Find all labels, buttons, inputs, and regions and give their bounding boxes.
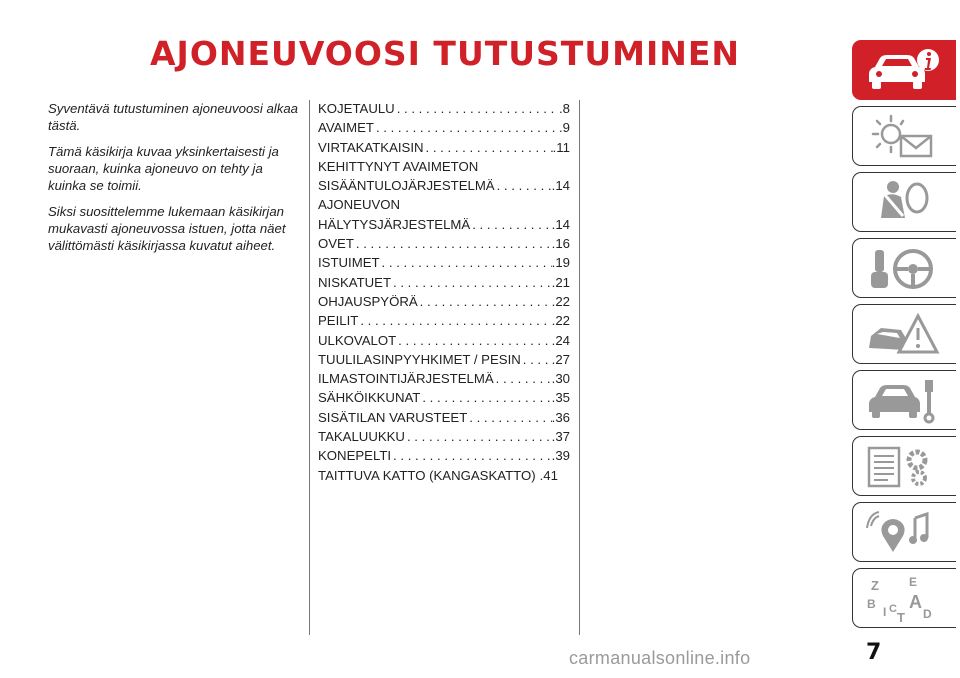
toc-entry[interactable]: SISÄTILAN VARUSTEET . . . .36 xyxy=(318,408,570,427)
car-service-wrench-icon xyxy=(863,376,941,426)
toc-entry[interactable]: NISKATUET . . . .21 xyxy=(318,273,570,292)
tab-safety[interactable] xyxy=(852,172,956,232)
intro-paragraph: Siksi suosittelemme lukemaan käsikirjan mukavasti ajoneuvossa istuen, jotta näet välittömästi käsikirjassa kuvatut aiheet. xyxy=(48,204,286,253)
tab-emergency[interactable] xyxy=(852,304,956,364)
toc-page: .9 xyxy=(559,120,570,136)
toc-page: .24 xyxy=(551,332,570,348)
intro-paragraph: Syventävä tutustuminen ajoneuvoosi alkaa tästä. xyxy=(48,101,298,133)
toc-page: .39 xyxy=(551,448,570,464)
tab-starting-driving[interactable] xyxy=(852,238,956,298)
car-info-icon xyxy=(863,46,941,96)
intro-text xyxy=(48,100,298,263)
svg-text:A: A xyxy=(909,592,922,612)
seatbelt-airbag-icon xyxy=(863,178,941,228)
toc-page: .27 xyxy=(551,351,570,367)
toc-page: .36 xyxy=(551,409,570,425)
toc-page: .14 xyxy=(551,178,570,194)
toc-page: .37 xyxy=(551,429,570,445)
svg-text:Z: Z xyxy=(871,578,879,593)
toc-entry[interactable]: TUULILASINPYYHKIMET / PESIN . . . .27 xyxy=(318,350,570,369)
toc-entry[interactable]: AJONEUVON HÄLYTYSJÄRJESTELMÄ . . . .14 xyxy=(318,195,570,234)
tab-specifications[interactable] xyxy=(852,436,956,496)
page-title: AJONEUVOOSI TUTUSTUMINEN xyxy=(150,34,741,73)
tab-index[interactable] xyxy=(852,568,956,628)
toc-entry[interactable]: ULKOVALOT . . . .24 xyxy=(318,331,570,350)
toc-entry[interactable]: KOJETAULU . . . .8 xyxy=(318,99,570,118)
intro-paragraph: Tämä käsikirja kuvaa yksinkertaisesti ja suoraan, kuinka ajoneuvo on tehty ja kuinka se toimii. xyxy=(48,144,279,193)
table-of-contents xyxy=(318,99,570,485)
toc-page: .35 xyxy=(551,390,570,406)
toc-entry[interactable]: KONEPELTI . . . .39 xyxy=(318,446,570,465)
toc-entry[interactable]: VIRTAKATKAISIN . . . .11 xyxy=(318,138,570,157)
svg-text:I: I xyxy=(883,605,887,619)
toc-entry[interactable]: ILMASTOINTIJÄRJESTELMÄ . . . .30 xyxy=(318,369,570,388)
toc-entry[interactable]: TAITTUVA KATTO (KANGASKATTO) .41 xyxy=(318,466,570,485)
svg-text:T: T xyxy=(897,610,905,624)
toc-page: .19 xyxy=(551,255,570,271)
warning-lights-icon xyxy=(863,112,941,162)
multimedia-icon xyxy=(863,508,941,558)
tab-car-info[interactable] xyxy=(852,40,956,100)
toc-page: .41 xyxy=(539,467,558,483)
page-number: 7 xyxy=(866,640,882,665)
alphabetical-index-icon xyxy=(863,574,941,624)
toc-entry[interactable]: SÄHKÖIKKUNAT . . . .35 xyxy=(318,388,570,407)
specifications-gears-icon xyxy=(863,442,941,492)
tab-maintenance[interactable] xyxy=(852,370,956,430)
toc-page: .22 xyxy=(551,313,570,329)
toc-page: .8 xyxy=(559,101,570,116)
tab-warning-lights[interactable] xyxy=(852,106,956,166)
column-divider xyxy=(309,100,310,635)
emergency-triangle-icon xyxy=(863,310,941,360)
svg-text:C: C xyxy=(889,603,897,615)
toc-entry[interactable]: KEHITTYNYT AVAIMETON SISÄÄNTULOJÄRJESTELMÄ . . . .14 xyxy=(318,157,570,196)
toc-entry[interactable]: PEILIT . . . .22 xyxy=(318,311,570,330)
toc-entry[interactable]: AVAIMET . . . .9 xyxy=(318,118,570,137)
svg-text:B: B xyxy=(867,597,876,611)
svg-text:E: E xyxy=(909,575,918,589)
column-divider xyxy=(579,100,580,635)
toc-page: .22 xyxy=(551,293,570,309)
watermark: carmanualsonline.info xyxy=(569,648,751,668)
key-steering-wheel-icon xyxy=(863,244,941,294)
toc-page: .21 xyxy=(551,274,570,290)
toc-page: .14 xyxy=(551,216,570,232)
tab-multimedia[interactable] xyxy=(852,502,956,562)
toc-entry[interactable]: OHJAUSPYÖRÄ . . . .22 xyxy=(318,292,570,311)
toc-entry[interactable]: ISTUIMET . . . .19 xyxy=(318,253,570,272)
toc-page: .30 xyxy=(551,371,570,387)
svg-text:D: D xyxy=(923,607,932,621)
toc-entry[interactable]: OVET . . . .16 xyxy=(318,234,570,253)
toc-page: .16 xyxy=(551,236,570,252)
toc-entry[interactable]: TAKALUUKKU . . . .37 xyxy=(318,427,570,446)
toc-page: .11 xyxy=(552,139,570,155)
